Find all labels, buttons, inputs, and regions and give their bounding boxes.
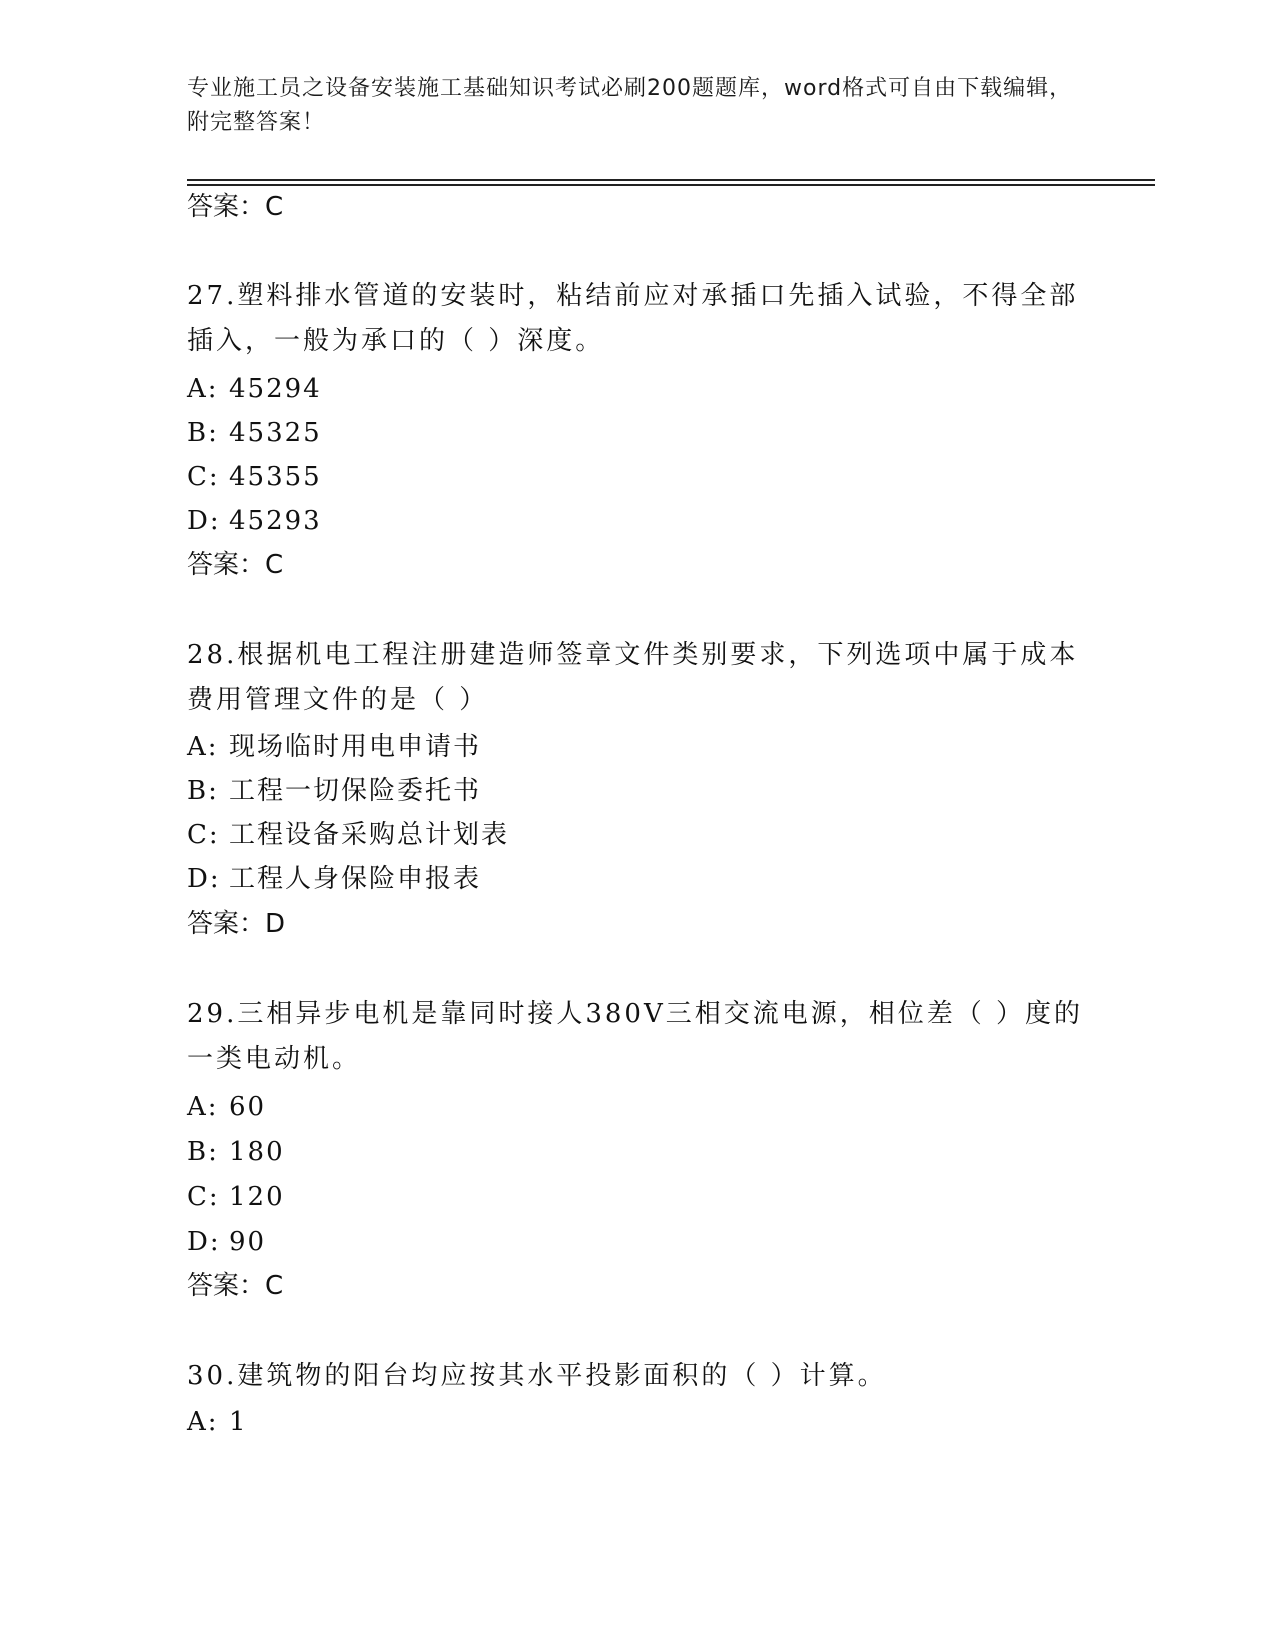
option-value: 120: [229, 1182, 285, 1212]
question-text: 27.塑料排水管道的安装时，粘结前应对承插口先插入试验，不得全部插入，一般为承口的（ ）深度。: [187, 281, 1079, 356]
answer-label: 答案：C: [187, 192, 284, 222]
option-item: [187, 372, 322, 406]
option-value: 工程人身保险申报表: [229, 864, 482, 894]
option-value: 180: [229, 1137, 285, 1167]
option-item: [187, 1135, 285, 1169]
option-value: 45355: [229, 462, 322, 492]
option-key: C:: [187, 1182, 220, 1212]
option-key: A:: [187, 1092, 219, 1122]
question-text: 29.三相异步电机是靠同时接人380V三相交流电源，相位差（ ）度的一类电动机。: [187, 999, 1084, 1074]
option-value: 60: [229, 1092, 267, 1122]
option-item: [187, 460, 322, 494]
option-key: D:: [187, 1227, 221, 1257]
document-header: 专业施工员之设备安装施工基础知识考试必刷200题题库，word格式可自由下载编辑，附完整答案！: [187, 76, 1073, 135]
option-value: 工程设备采购总计划表: [229, 820, 510, 850]
option-item: [187, 774, 481, 808]
option-key: B:: [187, 776, 219, 806]
option-value: 90: [229, 1227, 267, 1257]
option-item: [187, 1090, 266, 1124]
option-key: C:: [187, 462, 220, 492]
option-item: [187, 1180, 285, 1214]
option-key: B:: [187, 1137, 219, 1167]
option-key: A:: [187, 732, 219, 762]
header-rule-top: [187, 179, 1155, 181]
question-text: 28.根据机电工程注册建造师签章文件类别要求，下列选项中属于成本费用管理文件的是（ ）: [187, 640, 1079, 715]
option-value: 45293: [229, 506, 322, 536]
header-rule-bottom: [187, 184, 1155, 186]
option-item: [187, 1225, 266, 1259]
answer-label: 答案：D: [187, 909, 286, 939]
option-value: 1: [229, 1407, 248, 1437]
option-item: [187, 818, 509, 852]
option-key: A:: [187, 374, 219, 404]
answer-label: 答案：C: [187, 1271, 284, 1301]
option-item: [187, 1405, 248, 1439]
option-value: 45325: [229, 418, 322, 448]
answer-label: 答案：C: [187, 550, 284, 580]
option-key: D:: [187, 506, 221, 536]
question-text: 30.建筑物的阳台均应按其水平投影面积的（ ）计算。: [187, 1361, 887, 1391]
option-key: A:: [187, 1407, 219, 1437]
option-value: 45294: [229, 374, 322, 404]
option-key: C:: [187, 820, 220, 850]
option-item: [187, 416, 322, 450]
option-item: [187, 862, 481, 896]
option-item: [187, 730, 481, 764]
option-key: B:: [187, 418, 219, 448]
option-value: 工程一切保险委托书: [229, 776, 482, 806]
option-value: 现场临时用电申请书: [229, 732, 482, 762]
option-item: [187, 504, 322, 538]
option-key: D:: [187, 864, 221, 894]
